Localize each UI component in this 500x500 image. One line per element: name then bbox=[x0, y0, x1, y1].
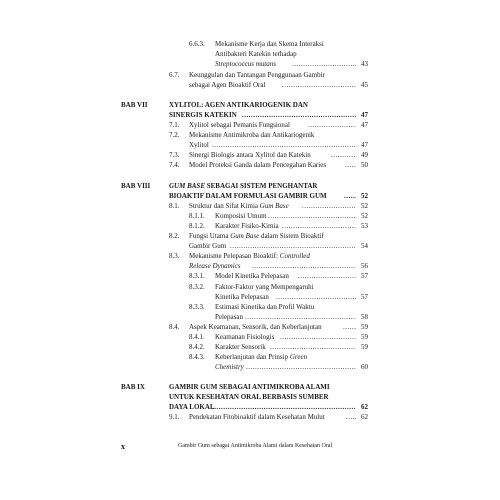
section-number: 8.3.1. bbox=[189, 272, 205, 280]
chapter-title-cont: UNTUK KESEHATAN ORAL BERBASIS SUMBER bbox=[169, 393, 329, 401]
dot-leader bbox=[245, 313, 356, 322]
running-footer-title: Gambir Gum sebagai Antimikroba Alami dalam Kesehatan Oral bbox=[178, 443, 333, 449]
chapter-title: GUM BASE SEBAGAI SISTEM PENGHANTAR bbox=[169, 182, 318, 190]
section-title-cont: Release Dynamics bbox=[189, 262, 241, 270]
section-title: Keunggulan dan Tantangan Penggunaan Gambir bbox=[189, 71, 325, 79]
page-number: 50 bbox=[361, 161, 368, 169]
dot-leader bbox=[268, 212, 356, 221]
section-number: 8.3.3. bbox=[189, 303, 205, 311]
page-number: 53 bbox=[361, 222, 368, 230]
page-marker: x bbox=[121, 442, 125, 451]
dot-leader bbox=[276, 293, 356, 302]
section-title: Keberlanjutan dan Prinsip Green bbox=[215, 353, 308, 361]
page-number: 47 bbox=[361, 141, 368, 149]
section-title: Sinergi Biologis antara Xylitol dan Katekin bbox=[189, 151, 311, 159]
section-title-cont: Streptococcus mutans bbox=[215, 60, 276, 68]
section-title-cont: Antibakteri Katekin terhadap bbox=[215, 50, 297, 58]
page-number: 49 bbox=[361, 151, 368, 159]
section-title-cont: Pelepasan bbox=[215, 313, 243, 321]
chapter-label: BAB VII bbox=[121, 101, 148, 109]
section-number: 7.4. bbox=[169, 161, 180, 169]
page-number: 59 bbox=[361, 343, 368, 351]
dot-leader bbox=[331, 151, 356, 160]
chapter-title-cont: BIOAKTIF DALAM FORMULASI GAMBIR GUM bbox=[169, 192, 327, 200]
section-title-cont: Chemistry bbox=[215, 363, 244, 371]
section-number: 8.4.2. bbox=[189, 343, 205, 351]
section-number: 7.1. bbox=[169, 121, 180, 129]
dot-leader bbox=[242, 111, 356, 120]
section-title-cont: Xylitol bbox=[189, 141, 209, 149]
section-title: Mekanisme Kerja dan Skema Interaksi bbox=[215, 40, 324, 48]
section-title: Karakter Fisiko-Kimia bbox=[215, 222, 279, 230]
dot-leader bbox=[280, 333, 356, 342]
section-number: 7.2. bbox=[169, 131, 180, 139]
section-title: Komposisi Umum bbox=[215, 212, 267, 220]
section-title: Model Proteksi Ganda dalam Pencegahan Karies bbox=[189, 161, 327, 169]
section-number: 7.3. bbox=[169, 151, 180, 159]
section-number: 8.3. bbox=[169, 252, 180, 260]
section-title: Aspek Keamanan, Sensorik, dan Keberlanjutan bbox=[189, 323, 322, 331]
page-number: 58 bbox=[361, 313, 368, 321]
page-number: 47 bbox=[361, 121, 368, 129]
section-title-cont: Gambir Gum bbox=[189, 242, 227, 250]
section-title: Fungsi Utama Gum Base dalam Sistem Bioaktif bbox=[189, 232, 324, 240]
section-number: 9.1. bbox=[169, 413, 180, 421]
chapter-title-cont: DAYA LOKAL bbox=[169, 403, 215, 411]
section-title: Mekanisme Pelepasan Bioaktif: Controlled bbox=[189, 252, 310, 260]
dot-leader bbox=[282, 81, 356, 90]
page-number: 62 bbox=[361, 403, 368, 411]
page-number: 57 bbox=[361, 293, 368, 301]
chapter-label: BAB IX bbox=[121, 383, 145, 391]
page-number: 43 bbox=[361, 60, 368, 68]
section-title: Keamanan Fisiologis bbox=[215, 333, 275, 341]
section-title: Struktur dan Sifat Kimia Gum Base bbox=[189, 202, 289, 210]
section-title: Karakter Sensorik bbox=[215, 343, 266, 351]
dot-leader bbox=[292, 60, 356, 69]
page-number: 45 bbox=[361, 81, 368, 89]
section-number: 8.1. bbox=[169, 202, 180, 210]
page-number: 59 bbox=[361, 333, 368, 341]
section-title: Faktor-Faktor yang Mempengaruhi bbox=[215, 283, 314, 291]
chapter-title: GAMBIR GUM SEBAGAI ANTIMIKROBA ALAMI bbox=[169, 383, 330, 391]
section-title: Mekanisme Antimikroba dan Antikariogenik bbox=[189, 131, 315, 139]
section-number: 6.6.3. bbox=[189, 40, 205, 48]
dot-leader bbox=[212, 403, 356, 412]
dot-leader bbox=[212, 141, 356, 150]
section-number: 8.1.1. bbox=[189, 212, 205, 220]
section-number: 8.1.2. bbox=[189, 222, 205, 230]
page-number: 62 bbox=[361, 413, 368, 421]
chapter-title: XYLITOL: AGEN ANTIKARIOGENIK DAN bbox=[169, 101, 308, 109]
dot-leader bbox=[252, 262, 356, 271]
dot-leader bbox=[270, 343, 356, 352]
section-number: 8.4.3. bbox=[189, 353, 205, 361]
dot-leader bbox=[246, 363, 356, 372]
chapter-title-cont: SINERGIS KATEKIN bbox=[169, 111, 237, 119]
page-number: 47 bbox=[361, 111, 368, 119]
page-number: 52 bbox=[361, 212, 368, 220]
dot-leader bbox=[230, 242, 356, 251]
section-title-cont: sebagai Agen Bioaktif Oral bbox=[189, 81, 266, 89]
page-number: 60 bbox=[361, 363, 368, 371]
page-number: 54 bbox=[361, 242, 368, 250]
page-number: 57 bbox=[361, 272, 368, 280]
section-title: Xylitol sebagai Pemanis Fungsional bbox=[189, 121, 290, 129]
dot-leader bbox=[298, 272, 356, 281]
page-number: 52 bbox=[361, 202, 368, 210]
section-title: Estimasi Kinetika dan Profil Waktu bbox=[215, 303, 315, 311]
dot-leader bbox=[302, 202, 356, 211]
section-number: 6.7. bbox=[169, 71, 180, 79]
page-number: 52 bbox=[361, 192, 368, 200]
dot-leader bbox=[308, 121, 356, 130]
section-number: 8.2. bbox=[169, 232, 180, 240]
page-number: 56 bbox=[361, 262, 368, 270]
page-number: 59 bbox=[361, 323, 368, 331]
section-number: 8.4. bbox=[169, 323, 180, 331]
section-number: 8.4.1. bbox=[189, 333, 205, 341]
section-number: 8.3.2. bbox=[189, 283, 205, 291]
chapter-label: BAB VIII bbox=[121, 182, 151, 190]
section-title-cont: Kinetika Pelepasan bbox=[215, 293, 269, 301]
section-title: Model Kinetika Pelepasan bbox=[215, 272, 289, 280]
section-title: Pendekatan Fitobioaktif dalam Kesehatan Mulut bbox=[189, 413, 325, 421]
dot-leader bbox=[282, 222, 356, 231]
